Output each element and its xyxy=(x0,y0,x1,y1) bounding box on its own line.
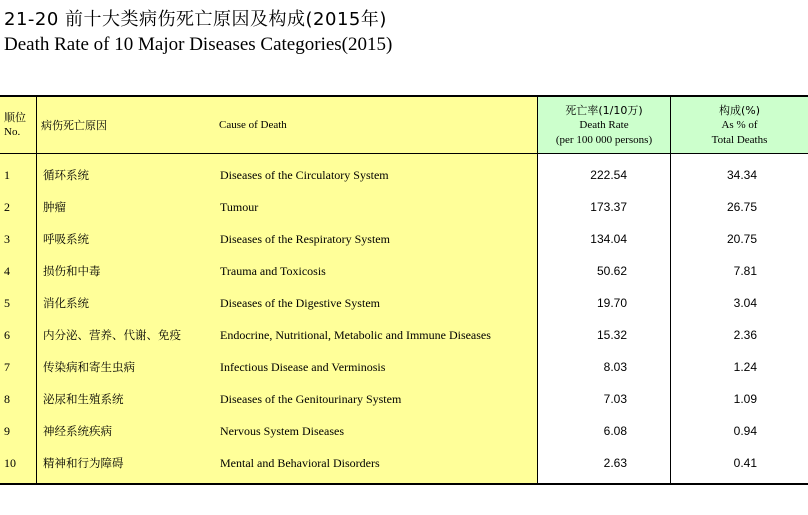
cell-no: 1 xyxy=(4,167,10,182)
cell-rate: 15.32 xyxy=(596,328,627,342)
header-no-cn: 顺位 xyxy=(4,111,26,124)
cell-cause-cn: 循环系统 xyxy=(43,168,89,182)
cell-no: 7 xyxy=(4,359,10,374)
cell-cause-cn: 损伤和中毒 xyxy=(43,264,101,278)
cell-rate: 173.37 xyxy=(590,200,627,214)
cell-cause-en: Nervous System Diseases xyxy=(220,423,344,438)
column-rate xyxy=(538,154,671,483)
header-cause-en-label: Cause of Death xyxy=(219,118,287,131)
cell-pct: 0.94 xyxy=(733,424,757,438)
header-rate-unit: (per 100 000 persons) xyxy=(555,133,653,146)
cell-pct: 7.81 xyxy=(733,264,757,278)
cell-cause-en: Infectious Disease and Verminosis xyxy=(220,359,386,374)
cell-cause-en: Tumour xyxy=(220,199,259,214)
cell-rate: 134.04 xyxy=(590,232,627,246)
cell-rate: 2.63 xyxy=(603,456,627,470)
cell-pct: 3.04 xyxy=(733,296,757,310)
header-cause-en xyxy=(215,97,538,153)
cell-cause-en: Mental and Behavioral Disorders xyxy=(220,455,380,470)
cell-cause-cn: 传染病和寄生虫病 xyxy=(43,360,135,374)
header-no xyxy=(0,97,37,153)
cell-pct: 0.41 xyxy=(733,456,757,470)
header-pct-cn: 构成(%) xyxy=(718,103,761,117)
cell-cause-cn: 泌尿和生殖系统 xyxy=(43,392,124,406)
header-rate-en: Death Rate xyxy=(579,118,629,131)
column-cause-cn xyxy=(37,154,215,483)
cell-pct: 26.75 xyxy=(726,200,757,214)
cell-rate: 8.03 xyxy=(603,360,627,374)
cell-cause-en: Diseases of the Circulatory System xyxy=(220,167,389,182)
table-header xyxy=(0,97,808,154)
cell-no: 4 xyxy=(4,263,10,278)
header-cause-cn-label: 病伤死亡原因 xyxy=(41,118,107,132)
cell-cause-en: Trauma and Toxicosis xyxy=(220,263,326,278)
cell-rate: 7.03 xyxy=(603,392,627,406)
cell-no: 10 xyxy=(4,455,16,470)
header-pct-en2: Total Deaths xyxy=(711,133,768,146)
header-no-en: No. xyxy=(4,126,21,138)
cell-rate: 6.08 xyxy=(603,424,627,438)
cell-no: 2 xyxy=(4,199,10,214)
cell-cause-cn: 内分泌、营养、代谢、免疫 xyxy=(43,328,181,342)
death-rate-table xyxy=(0,95,808,485)
cell-cause-en: Diseases of the Respiratory System xyxy=(220,231,390,246)
cell-no: 9 xyxy=(4,423,10,438)
cell-cause-en: Diseases of the Digestive System xyxy=(220,295,380,310)
cell-rate: 19.70 xyxy=(596,296,627,310)
cell-no: 8 xyxy=(4,391,10,406)
column-pct xyxy=(671,154,808,483)
cell-cause-cn: 消化系统 xyxy=(43,296,89,310)
cell-pct: 2.36 xyxy=(733,328,757,342)
column-no xyxy=(0,154,37,483)
cell-rate: 222.54 xyxy=(590,168,627,182)
header-rate-cn: 死亡率(1/10万) xyxy=(565,103,643,117)
cell-pct: 34.34 xyxy=(726,168,757,182)
cell-no: 3 xyxy=(4,231,10,246)
header-rate xyxy=(538,97,671,153)
cell-cause-en: Diseases of the Genitourinary System xyxy=(220,391,402,406)
cell-pct: 1.09 xyxy=(733,392,757,406)
cell-cause-cn: 肿瘤 xyxy=(43,200,66,214)
cell-cause-cn: 精神和行为障碍 xyxy=(43,456,124,470)
cell-no: 5 xyxy=(4,295,10,310)
cell-pct: 20.75 xyxy=(726,232,757,246)
header-cause-cn xyxy=(37,97,215,153)
table-body xyxy=(0,154,808,483)
header-pct-en1: As % of xyxy=(721,118,758,131)
column-cause-en xyxy=(215,154,538,483)
table-title-cn: 21-20 前十大类病伤死亡原因及构成(2015年) xyxy=(4,9,387,30)
cell-rate: 50.62 xyxy=(596,264,627,278)
cell-pct: 1.24 xyxy=(733,360,757,374)
cell-cause-cn: 神经系统疾病 xyxy=(43,424,112,438)
cell-cause-cn: 呼吸系统 xyxy=(43,232,89,246)
header-pct xyxy=(671,97,808,153)
cell-no: 6 xyxy=(4,327,10,342)
cell-cause-en: Endocrine, Nutritional, Metabolic and Immune Diseases xyxy=(220,327,491,342)
table-title-en: Death Rate of 10 Major Diseases Categories(2015) xyxy=(4,34,393,55)
